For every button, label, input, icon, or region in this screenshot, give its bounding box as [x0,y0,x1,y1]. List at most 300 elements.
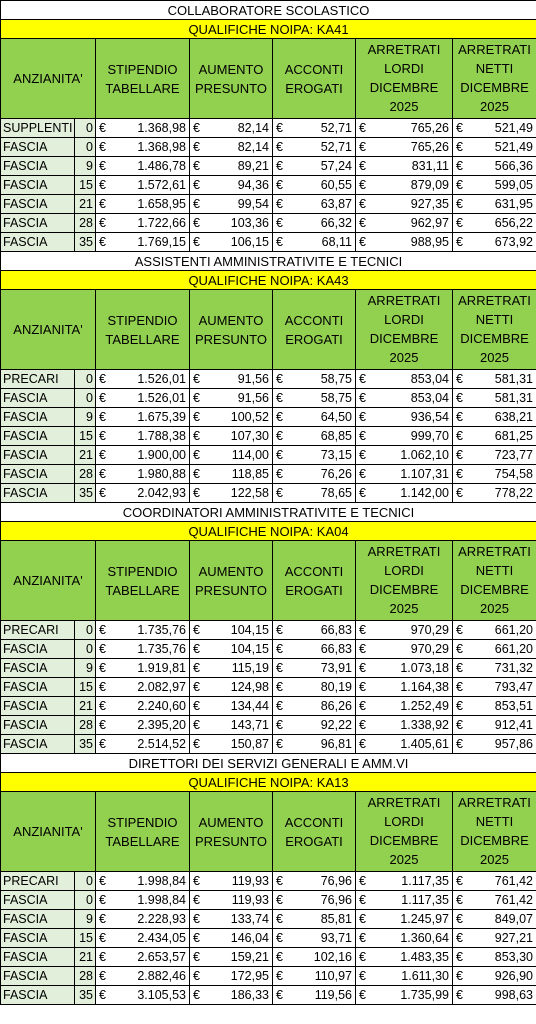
money-cell-netti [453,929,536,948]
euro-symbol: € [276,622,283,637]
money-cell-acconti [273,427,356,446]
row-years: 0 [75,389,96,408]
amount-value: 1.368,98 [137,120,186,135]
money-cell-lordi [356,157,453,176]
row-label: FASCIA [1,678,75,697]
euro-symbol: € [276,428,283,443]
amount-value: 926,90 [494,968,534,983]
euro-symbol: € [456,466,463,481]
amount-value: 107,30 [230,428,269,443]
amount-value: 2.882,46 [137,968,186,983]
money-cell-netti [453,465,536,484]
money-cell-aumento [190,370,273,389]
column-header: ARRETRATI LORDI DICEMBRE 2025 [356,39,453,119]
money-cell-lordi [356,986,453,1005]
amount-value: 1.360,64 [400,930,449,945]
money-cell-lordi [356,910,453,929]
euro-symbol: € [193,428,200,443]
money-cell-aumento [190,929,273,948]
amount-value: 119,93 [231,892,269,907]
qualifica-label: QUALIFICHE NOIPA: KA04 [1,522,536,541]
euro-symbol: € [99,447,106,462]
amount-value: 66,83 [320,622,352,637]
euro-symbol: € [359,930,366,945]
row-label: PRECARI [1,621,75,640]
euro-symbol: € [359,717,366,732]
money-cell-netti [453,948,536,967]
euro-symbol: € [359,911,366,926]
euro-symbol: € [456,911,463,926]
amount-value: 581,31 [494,390,534,405]
column-header-row [1,290,536,370]
amount-value: 2.042,93 [137,485,186,500]
row-years: 35 [75,484,96,503]
column-header-row [1,39,536,119]
table-row [1,735,536,754]
money-cell-netti [453,195,536,214]
euro-symbol: € [193,196,200,211]
amount-value: 661,20 [494,641,534,656]
amount-value: 521,49 [494,139,534,154]
amount-value: 94,36 [237,177,269,192]
column-header: ARRETRATI NETTI DICEMBRE 2025 [453,541,536,621]
amount-value: 853,04 [410,390,449,405]
amount-value: 761,42 [494,873,534,888]
table-row [1,465,536,484]
row-years: 35 [75,735,96,754]
money-cell-aumento [190,176,273,195]
money-cell-aumento [190,621,273,640]
table-row [1,621,536,640]
amount-value: 879,09 [410,177,449,192]
euro-symbol: € [193,930,200,945]
row-label: FASCIA [1,427,75,446]
money-cell-stipendio [96,214,190,233]
euro-symbol: € [456,892,463,907]
money-cell-aumento [190,389,273,408]
column-header: ACCONTI EROGATI [273,290,356,370]
euro-symbol: € [456,679,463,694]
euro-symbol: € [456,390,463,405]
money-cell-netti [453,986,536,1005]
money-cell-lordi [356,716,453,735]
money-cell-netti [453,233,536,252]
money-cell-stipendio [96,370,190,389]
amount-value: 1.252,49 [400,698,449,713]
amount-value: 119,56 [314,987,352,1002]
amount-value: 853,51 [494,698,534,713]
euro-symbol: € [99,717,106,732]
amount-value: 638,21 [494,409,534,424]
euro-symbol: € [456,177,463,192]
money-cell-lordi [356,214,453,233]
row-years: 28 [75,214,96,233]
qualifica-row [1,271,536,290]
euro-symbol: € [99,736,106,751]
money-cell-netti [453,697,536,716]
amount-value: 100,52 [230,409,269,424]
row-label: FASCIA [1,986,75,1005]
euro-symbol: € [99,409,106,424]
row-label: FASCIA [1,640,75,659]
money-cell-stipendio [96,735,190,754]
table-row [1,967,536,986]
row-years: 21 [75,446,96,465]
amount-value: 831,11 [411,158,449,173]
euro-symbol: € [99,234,106,249]
euro-symbol: € [193,622,200,637]
euro-symbol: € [276,447,283,462]
money-cell-aumento [190,716,273,735]
amount-value: 631,95 [494,196,534,211]
money-cell-lordi [356,119,453,138]
money-cell-stipendio [96,948,190,967]
column-header: ANZIANITA' [1,39,96,119]
table-row [1,195,536,214]
amount-value: 134,44 [230,698,269,713]
row-years: 28 [75,967,96,986]
amount-value: 2.653,57 [137,949,186,964]
euro-symbol: € [456,987,463,1002]
euro-symbol: € [99,622,106,637]
amount-value: 1.526,01 [137,390,186,405]
amount-value: 793,47 [494,679,534,694]
row-label: FASCIA [1,446,75,465]
euro-symbol: € [99,485,106,500]
row-label: FASCIA [1,929,75,948]
row-label: FASCIA [1,389,75,408]
money-cell-stipendio [96,891,190,910]
euro-symbol: € [359,120,366,135]
amount-value: 681,25 [494,428,534,443]
amount-value: 656,22 [494,215,534,230]
euro-symbol: € [99,911,106,926]
table-row [1,640,536,659]
column-header-row [1,541,536,621]
euro-symbol: € [193,968,200,983]
euro-symbol: € [193,158,200,173]
table-row [1,891,536,910]
money-cell-stipendio [96,446,190,465]
money-cell-lordi [356,948,453,967]
amount-value: 1.722,66 [137,215,186,230]
amount-value: 2.395,20 [137,717,186,732]
row-label: FASCIA [1,659,75,678]
column-header: ARRETRATI NETTI DICEMBRE 2025 [453,290,536,370]
amount-value: 3.105,53 [137,987,186,1002]
amount-value: 1.980,88 [137,466,186,481]
euro-symbol: € [276,987,283,1002]
row-label: FASCIA [1,716,75,735]
amount-value: 2.514,52 [137,736,186,751]
euro-symbol: € [193,698,200,713]
euro-symbol: € [456,428,463,443]
euro-symbol: € [359,196,366,211]
amount-value: 68,85 [320,428,352,443]
row-years: 0 [75,138,96,157]
column-header: ANZIANITA' [1,792,96,872]
row-years: 0 [75,640,96,659]
money-cell-aumento [190,735,273,754]
amount-value: 104,15 [230,641,269,656]
amount-value: 143,71 [230,717,269,732]
money-cell-netti [453,427,536,446]
money-cell-acconti [273,195,356,214]
amount-value: 66,32 [320,215,352,230]
money-cell-acconti [273,408,356,427]
qualifica-label: QUALIFICHE NOIPA: KA43 [1,271,536,290]
euro-symbol: € [456,660,463,675]
money-cell-lordi [356,465,453,484]
money-cell-aumento [190,446,273,465]
euro-symbol: € [456,234,463,249]
row-years: 21 [75,195,96,214]
money-cell-acconti [273,697,356,716]
amount-value: 76,96 [320,873,352,888]
euro-symbol: € [276,466,283,481]
euro-symbol: € [456,215,463,230]
money-cell-stipendio [96,408,190,427]
table-row [1,176,536,195]
euro-symbol: € [99,371,106,386]
amount-value: 106,15 [230,234,269,249]
euro-symbol: € [456,930,463,945]
row-years: 9 [75,659,96,678]
euro-symbol: € [276,390,283,405]
euro-symbol: € [193,234,200,249]
amount-value: 1.483,35 [400,949,449,964]
euro-symbol: € [456,196,463,211]
amount-value: 64,50 [320,409,352,424]
money-cell-stipendio [96,659,190,678]
table-row [1,370,536,389]
money-cell-acconti [273,678,356,697]
money-cell-acconti [273,370,356,389]
amount-value: 661,20 [494,622,534,637]
euro-symbol: € [99,120,106,135]
amount-value: 76,26 [320,466,352,481]
amount-value: 957,86 [494,736,534,751]
amount-value: 1.675,39 [137,409,186,424]
amount-value: 104,15 [230,622,269,637]
money-cell-stipendio [96,157,190,176]
money-cell-netti [453,621,536,640]
column-header: ARRETRATI NETTI DICEMBRE 2025 [453,39,536,119]
euro-symbol: € [276,158,283,173]
euro-symbol: € [99,466,106,481]
amount-value: 1.769,15 [137,234,186,249]
euro-symbol: € [276,930,283,945]
money-cell-netti [453,370,536,389]
row-years: 9 [75,910,96,929]
money-cell-stipendio [96,233,190,252]
amount-value: 1.486,78 [137,158,186,173]
money-cell-lordi [356,872,453,891]
section-title: ASSISTENTI AMMINISTRATIVITE E TECNICI [1,252,536,271]
money-cell-netti [453,214,536,233]
money-cell-acconti [273,484,356,503]
amount-value: 581,31 [494,371,534,386]
amount-value: 124,98 [230,679,269,694]
row-years: 35 [75,986,96,1005]
money-cell-aumento [190,408,273,427]
euro-symbol: € [456,641,463,656]
money-cell-aumento [190,872,273,891]
amount-value: 96,81 [320,736,352,751]
row-years: 35 [75,233,96,252]
money-cell-lordi [356,697,453,716]
section-title-row [1,1,536,20]
row-label: FASCIA [1,697,75,716]
money-cell-acconti [273,872,356,891]
euro-symbol: € [99,641,106,656]
money-cell-aumento [190,465,273,484]
euro-symbol: € [276,196,283,211]
amount-value: 853,30 [494,949,534,964]
column-header: STIPENDIO TABELLARE [96,792,190,872]
amount-value: 1.338,92 [400,717,449,732]
column-header-row [1,792,536,872]
euro-symbol: € [99,215,106,230]
euro-symbol: € [276,485,283,500]
euro-symbol: € [456,120,463,135]
amount-value: 927,35 [410,196,449,211]
row-years: 0 [75,621,96,640]
money-cell-lordi [356,621,453,640]
amount-value: 1.572,61 [137,177,186,192]
table-row [1,427,536,446]
money-cell-lordi [356,640,453,659]
money-cell-stipendio [96,176,190,195]
money-cell-aumento [190,986,273,1005]
euro-symbol: € [359,968,366,983]
euro-symbol: € [193,485,200,500]
euro-symbol: € [359,371,366,386]
euro-symbol: € [359,622,366,637]
table-row [1,138,536,157]
money-cell-stipendio [96,986,190,1005]
euro-symbol: € [276,736,283,751]
money-cell-acconti [273,986,356,1005]
euro-symbol: € [456,485,463,500]
euro-symbol: € [99,196,106,211]
euro-symbol: € [456,968,463,983]
amount-value: 186,33 [230,987,269,1002]
column-header: STIPENDIO TABELLARE [96,290,190,370]
money-cell-lordi [356,446,453,465]
money-cell-aumento [190,119,273,138]
amount-value: 146,04 [230,930,269,945]
money-cell-stipendio [96,640,190,659]
amount-value: 78,65 [320,485,352,500]
row-label: FASCIA [1,465,75,484]
amount-value: 52,71 [320,120,352,135]
amount-value: 76,96 [320,892,352,907]
row-years: 0 [75,872,96,891]
money-cell-lordi [356,389,453,408]
row-years: 15 [75,678,96,697]
money-cell-aumento [190,678,273,697]
table-row [1,697,536,716]
table-row [1,929,536,948]
amount-value: 73,91 [320,660,352,675]
euro-symbol: € [276,698,283,713]
euro-symbol: € [359,390,366,405]
amount-value: 936,54 [410,409,449,424]
row-label: PRECARI [1,370,75,389]
money-cell-netti [453,389,536,408]
euro-symbol: € [193,447,200,462]
money-cell-netti [453,891,536,910]
row-years: 15 [75,427,96,446]
euro-symbol: € [99,873,106,888]
euro-symbol: € [99,892,106,907]
amount-value: 962,97 [410,215,449,230]
money-cell-netti [453,176,536,195]
column-header: AUMENTO PRESUNTO [190,39,273,119]
euro-symbol: € [276,968,283,983]
section-title-row [1,252,536,271]
table-row [1,446,536,465]
euro-symbol: € [456,158,463,173]
section-title: DIRETTORI DEI SERVIZI GENERALI E AMM.VI [1,754,536,773]
amount-value: 765,26 [410,139,449,154]
money-cell-netti [453,119,536,138]
amount-value: 73,15 [320,447,352,462]
euro-symbol: € [193,679,200,694]
euro-symbol: € [359,158,366,173]
money-cell-acconti [273,948,356,967]
euro-symbol: € [276,120,283,135]
money-cell-acconti [273,389,356,408]
euro-symbol: € [99,679,106,694]
amount-value: 159,21 [230,949,269,964]
column-header: ARRETRATI LORDI DICEMBRE 2025 [356,290,453,370]
amount-value: 1.919,81 [137,660,186,675]
euro-symbol: € [193,660,200,675]
euro-symbol: € [193,215,200,230]
money-cell-acconti [273,716,356,735]
money-cell-stipendio [96,716,190,735]
row-label: PRECARI [1,872,75,891]
row-years: 0 [75,891,96,910]
amount-value: 1.735,76 [137,622,186,637]
money-cell-acconti [273,233,356,252]
money-cell-acconti [273,929,356,948]
euro-symbol: € [276,215,283,230]
money-cell-stipendio [96,929,190,948]
money-cell-acconti [273,465,356,484]
amount-value: 122,58 [230,485,269,500]
euro-symbol: € [456,717,463,732]
amount-value: 85,81 [320,911,352,926]
money-cell-aumento [190,138,273,157]
row-years: 0 [75,119,96,138]
money-cell-stipendio [96,427,190,446]
amount-value: 93,71 [320,930,352,945]
amount-value: 761,42 [494,892,534,907]
amount-value: 66,83 [320,641,352,656]
column-header: ACCONTI EROGATI [273,39,356,119]
money-cell-aumento [190,484,273,503]
amount-value: 119,93 [231,873,269,888]
money-cell-aumento [190,427,273,446]
amount-value: 1.107,31 [400,466,449,481]
euro-symbol: € [456,447,463,462]
row-years: 0 [75,370,96,389]
amount-value: 988,95 [410,234,449,249]
amount-value: 912,41 [494,717,534,732]
